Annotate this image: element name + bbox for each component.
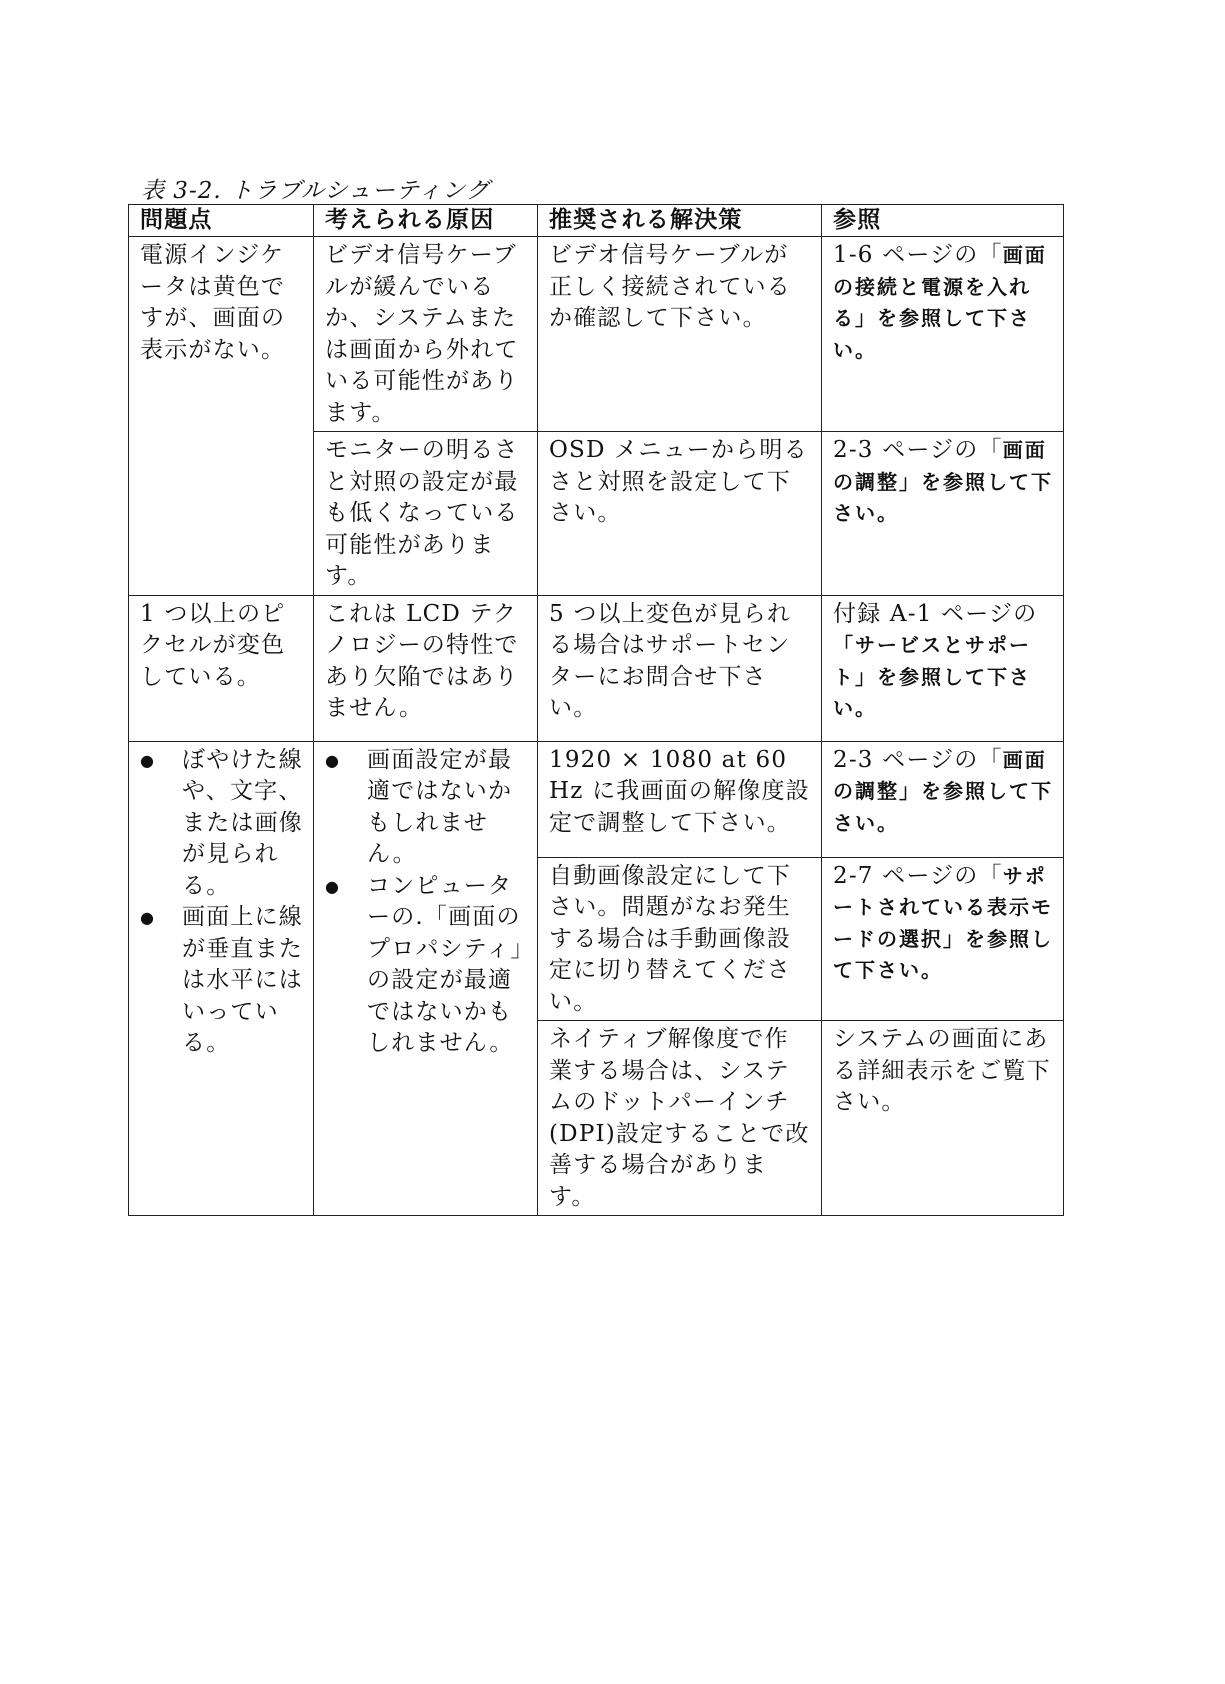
reference-link: 画面の接続と電源を入れる」を参照して下さい。 <box>833 243 1047 362</box>
reference-link: 「サービスとサポート」を参照して下さい。 <box>833 633 1031 720</box>
problem-list <box>140 745 303 1060</box>
solution-cell: 1920 × 1080 at 60 Hz に我画面の解像度設定で調整して下さい。 <box>538 741 822 857</box>
reference-cell <box>822 595 1064 741</box>
reference-cell <box>822 741 1064 857</box>
bullet-icon: ● <box>140 908 156 927</box>
solution-cell: 5 つ以上変色が見られる場合はサポートセンターにお問合せ下さい。 <box>538 595 822 741</box>
troubleshooting-table <box>128 204 1064 1216</box>
cause-cell <box>314 741 538 1216</box>
solution-cell: ビデオ信号ケーブルが正しく接続されているか確認して下さい。 <box>538 237 822 432</box>
cause-cell: これは LCD テクノロジーの特性であり欠陥ではありません。 <box>314 595 538 741</box>
solution-cell: 自動画像設定にして下さい。問題がなお発生する場合は手動画像設定に切り替えてください。 <box>538 857 822 1021</box>
solution-cell: OSD メニューから明るさと対照を設定して下さい。 <box>538 432 822 596</box>
list-item <box>140 745 303 903</box>
reference-page: 2-7 ページの「 <box>833 862 1003 889</box>
reference-page: 2-3 ページの「 <box>833 437 1003 463</box>
cause-list <box>325 745 527 1060</box>
table-row <box>129 237 1064 432</box>
problem-cell: 電源インジケータは黄色ですが、画面の表示がない。 <box>129 237 314 596</box>
problem-cell <box>129 741 314 1216</box>
table-row <box>129 595 1064 741</box>
cause-cell: モニターの明るさと対照の設定が最も低くなっている可能性があります。 <box>314 432 538 596</box>
reference-cell <box>822 237 1064 432</box>
table-header-row <box>129 205 1064 237</box>
list-item <box>325 745 527 871</box>
reference-page: 付録 A-1 ページの <box>833 600 1038 627</box>
bullet-icon: ● <box>325 750 341 770</box>
header-solution: 推奨される解決策 <box>538 205 822 237</box>
cause-cell: ビデオ信号ケーブルが緩んでいるか、システムまたは画面から外れている可能性があります。 <box>314 237 538 432</box>
reference-cell: システムの画面にある詳細表示をご覧下さい。 <box>822 1021 1064 1216</box>
reference-page: 2-3 ページの「 <box>833 746 1003 773</box>
list-item-text: ぼやけた線や、文字、または画像が見られる。 <box>182 746 303 899</box>
list-item-text: コンピューターの.「画面のプロパシティ」の設定が最適ではないかもしれません。 <box>367 872 524 1056</box>
header-reference: 参照 <box>822 205 1064 237</box>
header-cause: 考えられる原因 <box>314 205 538 237</box>
list-item <box>140 902 303 1060</box>
list-item <box>325 871 527 1060</box>
problem-cell: 1 つ以上のピクセルが変色している。 <box>129 595 314 741</box>
table-row <box>129 741 1064 857</box>
list-item-text: 画面上に線が垂直または水平にはいっている。 <box>182 904 303 1056</box>
reference-link: サポートされている表示モードの選択」を参照して下さい。 <box>833 863 1053 982</box>
header-problem: 問題点 <box>129 205 314 237</box>
list-item-text: 画面設定が最適ではないかもしれません。 <box>367 746 513 867</box>
reference-link: 画面の調整」を参照して下さい。 <box>833 747 1053 835</box>
table-caption: 表 3-2. トラブルシューティング <box>141 178 490 204</box>
bullet-icon: ● <box>325 876 341 896</box>
solution-cell: ネイティブ解像度で作業する場合は、システムのドットパーインチ(DPI)設定することで改善する場合があります。 <box>538 1021 822 1216</box>
reference-link: 画面の調整」を参照して下さい。 <box>833 438 1053 525</box>
bullet-icon: ● <box>140 750 156 770</box>
reference-cell <box>822 432 1064 596</box>
reference-page: 1-6 ページの「 <box>833 242 1003 268</box>
reference-cell <box>822 857 1064 1021</box>
